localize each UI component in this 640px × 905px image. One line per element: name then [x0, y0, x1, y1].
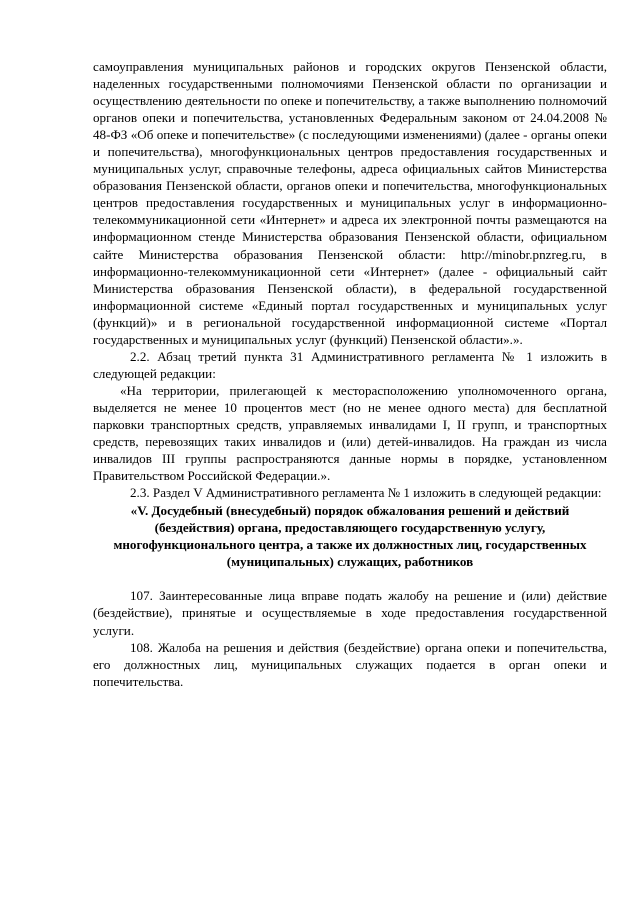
- paragraph-2-2: 2.2. Абзац третий пункта 31 Административного регламента № 1 изложить в следующей редакции:: [93, 348, 607, 381]
- section-v-heading: «V. Досудебный (внесудебный) порядок обжалования решений и действий (бездействия) органа, предоставляющего государственную услугу, многофункционального центра, а также их должностных лиц, государственных (муниципальных) служащих, работников: [113, 503, 587, 570]
- paragraph-continuation: самоуправления муниципальных районов и городских округов Пензенской области, наделенных государственными полномочиями Пензенской области по организации и осуществлению деятельности по опеке и попечительству, а также выполнению полномочий органов опеки и попечительства, установленных Федеральным законом от 24.04.2008 № 48-ФЗ «Об опеке и попечительстве» (с последующими изменениями) (далее - органы опеки и попечительства), многофункциональных центров предоставления государственных и муниципальных услуг, справочные телефоны, адреса официальных сайтов Министерства образования Пензенской области, органов опеки и попечительства, многофункциональных центров предоставления государственных и муниципальных услуг в информационно-телекоммуникационной сети «Интернет» и адреса их электронной почты размещаются на информационном стенде Министерства образования Пензенской области, официальном сайте Министерства образования Пензенской области: http://minobr.pnzreg.ru, в информационно-телекоммуникационной сети «Интернет» (далее - официальный сайт Министерства образования Пензенской области), в федеральной государственной информационной системе «Единый портал государственных и муниципальных услуг (функций)» и в региональной государственной информационной системе «Портал государственных и муниципальных услуг (функций) Пензенской области».».: [93, 59, 607, 347]
- paragraph-108: 108. Жалоба на решения и действия (бездействие) органа опеки и попечительства, его должностных лиц, муниципальных служащих подается в орган опеки и попечительства.: [93, 639, 607, 689]
- spacer: [93, 570, 607, 587]
- paragraph-2-3: 2.3. Раздел V Административного регламента № 1 изложить в следующей редакции:: [130, 485, 602, 501]
- paragraph-107: 107. Заинтересованные лица вправе подать жалобу на решение и (или) действие (бездействие), принятые и осуществляемые в ходе предоставления государственной услуги.: [93, 588, 607, 638]
- paragraph-parking-quote: «На территории, прилегающей к месторасположению уполномоченного органа, выделяется не менее 10 процентов мест (но не менее одного места) для бесплатной парковки транспортных средств, управляемых инвалидами I, II групп, и транспортных средств, перевозящих таких инвалидов и (или) детей-инвалидов. На граждан из числа инвалидов III группы распространяются данные нормы в порядке, установленном Правительством Российской Федерации.».: [93, 382, 607, 484]
